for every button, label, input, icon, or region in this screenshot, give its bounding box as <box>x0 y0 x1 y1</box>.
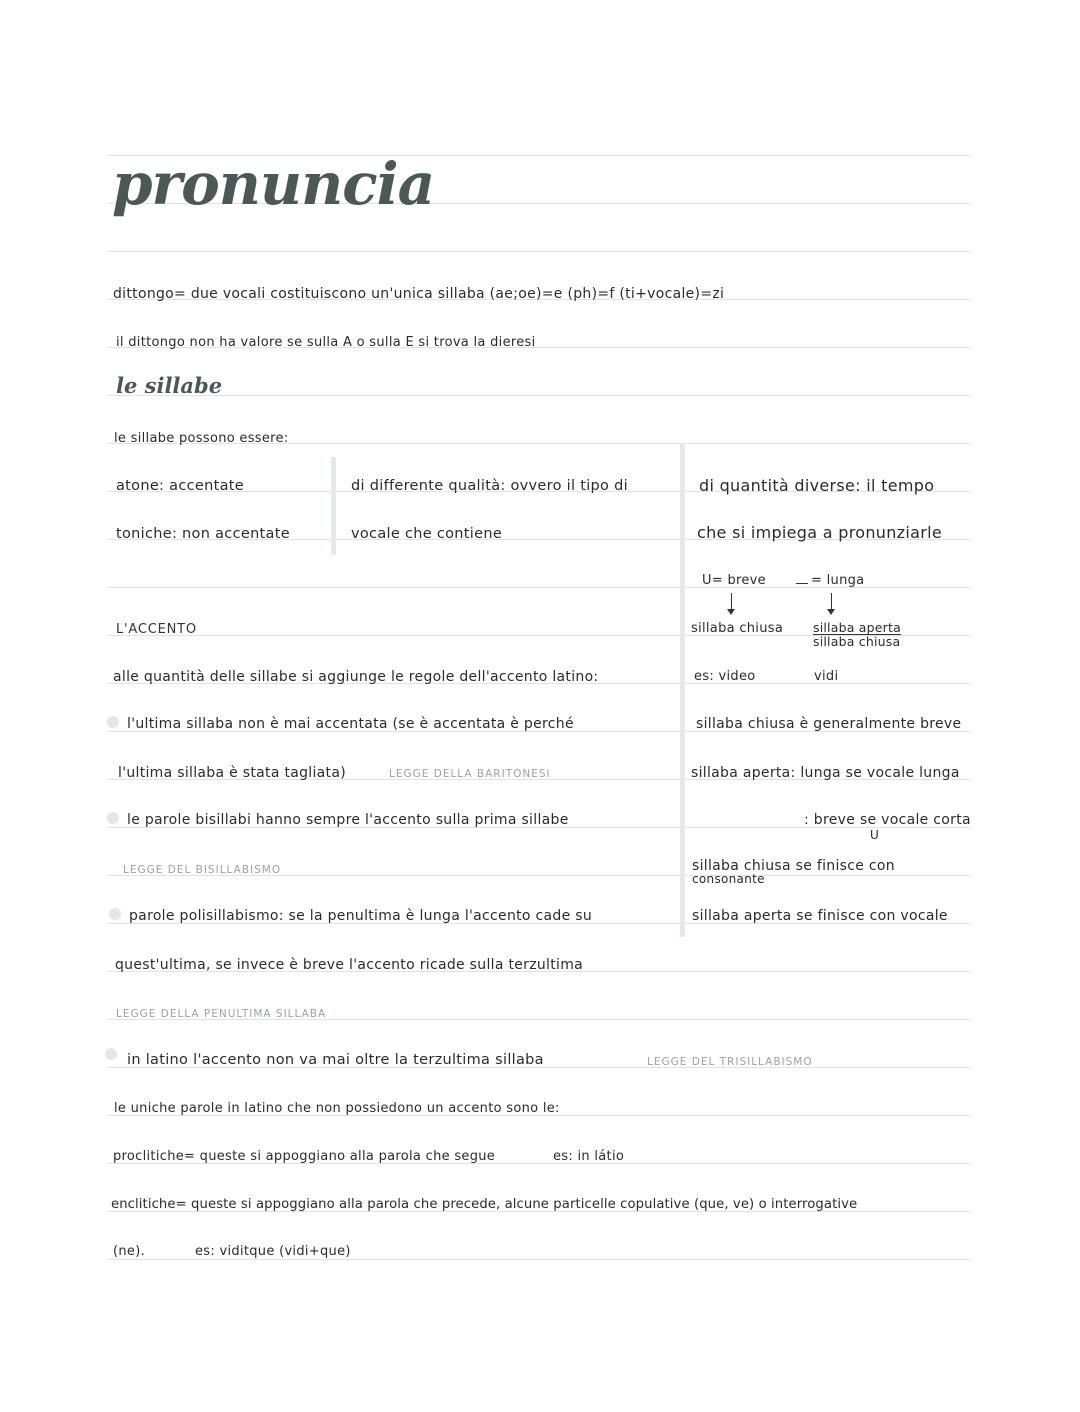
bullet-icon <box>107 716 119 728</box>
col1-line2: toniche: non accentate <box>116 526 290 542</box>
rule-aperta-breve: : breve se vocale corta <box>804 812 971 828</box>
enclitiche-end: (ne). <box>113 1244 146 1259</box>
bullet-icon <box>105 1048 117 1060</box>
breve-label: U= breve <box>702 573 766 588</box>
col2-line2: vocale che contiene <box>351 526 503 542</box>
proclitiche-example: es: in látio <box>553 1149 625 1164</box>
def-chiusa: sillaba chiusa se finisce con <box>692 858 895 874</box>
proclitiche-definition: proclitiche= queste si appoggiano alla parola che segue <box>113 1149 496 1164</box>
rule-chiusa-breve: sillaba chiusa è generalmente breve <box>696 716 962 732</box>
law-trisillabismo: LEGGE DEL TRISILLABISMO <box>647 1056 813 1068</box>
rule1-line2: l'ultima sillaba è stata tagliata) <box>118 765 346 781</box>
accento-intro: alle quantità delle sillabe si aggiunge le regole dell'accento latino: <box>113 669 599 685</box>
law-bisillabismo: LEGGE DEL BISILLABISMO <box>123 864 282 876</box>
rule3-line1: parole polisillabismo: se la penultima è lunga l'accento cade su <box>129 908 593 924</box>
enclitiche-example: es: viditque (vidi+que) <box>195 1244 351 1259</box>
ruled-line <box>108 395 970 396</box>
sillabe-intro: le sillabe possono essere: <box>114 431 289 446</box>
rule-aperta-lunga: sillaba aperta: lunga se vocale lunga <box>691 765 960 781</box>
enclitics-intro: le uniche parole in latino che non possiedono un accento sono le: <box>114 1101 560 1116</box>
column-divider <box>331 457 336 555</box>
col3-line2: che si impiega a pronunziarle <box>697 523 942 542</box>
dittongo-definition: dittongo= due vocali costituiscono un'unica sillaba (ae;oe)=e (ph)=f (ti+vocale)=zi <box>113 286 725 302</box>
example-vidi: vidi <box>814 669 839 684</box>
rule4: in latino l'accento non va mai oltre la terzultima sillaba <box>127 1052 544 1068</box>
rule1-line1: l'ultima sillaba non è mai accentata (se è accentata è perché <box>127 716 574 732</box>
arrow-down-icon <box>731 593 732 613</box>
rule3-line2: quest'ultima, se invece è breve l'accento ricade sulla terzultima <box>115 957 584 973</box>
ruled-line <box>108 251 970 252</box>
dieresi-note: il dittongo non ha valore se sulla A o sulla E si trova la dieresi <box>116 335 536 350</box>
law-baritonesi: LEGGE DELLA BARITONESI <box>389 768 551 780</box>
long-mark <box>796 583 808 584</box>
col3-line1: di quantità diverse: il tempo <box>699 476 935 495</box>
example-video: es: video <box>694 669 756 684</box>
rule2: le parole bisillabi hanno sempre l'accento sulla prima sillabe <box>127 812 569 828</box>
accento-heading: L'ACCENTO <box>116 622 197 637</box>
enclitiche-definition: enclitiche= queste si appoggiano alla parola che precede, alcune particelle copulative (que, ve) o interrogative <box>111 1197 858 1212</box>
bullet-icon <box>107 812 119 824</box>
def-chiusa-2: consonante <box>692 872 765 886</box>
fraction-top: sillaba aperta <box>813 620 901 635</box>
page-title: pronuncia <box>112 150 435 218</box>
bullet-icon <box>109 908 121 920</box>
lunga-label: = lunga <box>811 573 865 588</box>
sillaba-aperta-fraction <box>813 621 901 648</box>
section-title-sillabe: le sillabe <box>116 373 223 398</box>
def-aperta: sillaba aperta se finisce con vocale <box>692 908 948 924</box>
law-penultima: LEGGE DELLA PENULTIMA SILLABA <box>116 1008 327 1020</box>
fraction-bottom: sillaba chiusa <box>813 634 901 649</box>
column-divider <box>680 443 685 937</box>
arrow-down-icon <box>831 593 832 613</box>
col1-line1: atone: accentate <box>116 478 244 494</box>
col2-line1: di differente qualità: ovvero il tipo di <box>351 478 628 494</box>
sillaba-chiusa-label: sillaba chiusa <box>691 621 784 636</box>
breve-mark: U <box>870 828 880 842</box>
